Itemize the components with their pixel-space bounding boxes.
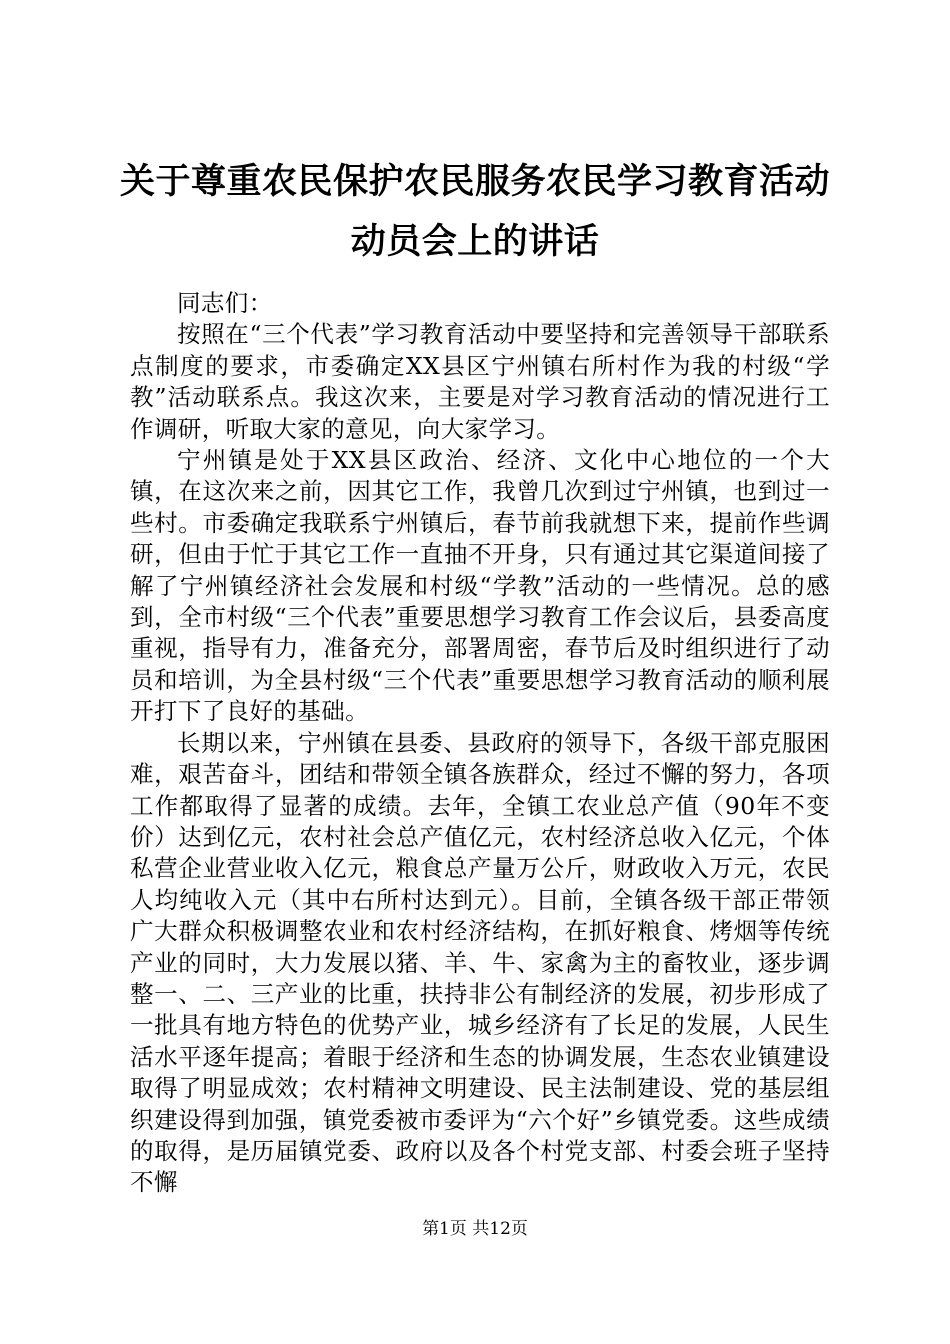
document-body: [130, 288, 830, 1199]
paragraph: 宁州镇是处于XX县区政治、经济、文化中心地位的一个大镇，在这次来之前，因其它工作，我曾几次到过宁州镇，也到过一些村。市委确定我联系宁州镇后，春节前我就想下来，提前作些调研，但由于忙于其它工作一直抽不开身，只有通过其它渠道间接了解了宁州镇经济社会发展和村级“学教”活动的一些情况。总的感到，全市村级“三个代表”重要思想学习教育工作会议后，县委高度重视，指导有力，准备充分，部署周密，春节后及时组织进行了动员和培训，为全县村级“三个代表”重要思想学习教育活动的顺利展开打下了良好的基础。: [130, 446, 830, 726]
document-title-line-2: 动员会上的讲话: [350, 221, 600, 262]
paragraph-salutation: 同志们：: [177, 289, 273, 317]
document-title-line-1: 关于尊重农民保护农民服务农民学习教育活动: [119, 161, 830, 202]
paragraph: 长期以来，宁州镇在县委、县政府的领导下，各级干部克服困难，艰苦奋斗，团结和带领全镇各族群众，经过不懈的努力，各项工作都取得了显著的成绩。去年，全镇工农业总产值（90年不变价）达到亿元，农村社会总产值亿元，农村经济总收入亿元，个体私营企业营业收入亿元，粮食总产量万公斤，财政收入万元，农民人均纯收入元（其中右所村达到元）。目前，全镇各级干部正带领广大群众积极调整农业和农村经济结构，在抓好粮食、烤烟等传统产业的同时，大力发展以猪、羊、牛、家禽为主的畜牧业，逐步调整一、二、三产业的比重，扶持非公有制经济的发展，初步形成了一批具有地方特色的优势产业，城乡经济有了长足的发展，人民生活水平逐年提高；着眼于经济和生态的协调发展，生态农业镇建设取得了明显成效；农村精神文明建设、民主法制建设、党的基层组织建设得到加强，镇党委被市委评为“六个好”乡镇党委。这些成绩的取得，是历届镇党委、政府以及各个村党支部、村委会班子坚持不懈: [130, 728, 830, 1197]
paragraph: 按照在“三个代表”学习教育活动中要坚持和完善领导干部联系点制度的要求，市委确定XX县区宁州镇右所村作为我的村级“学教”活动联系点。我这次来，主要是对学习教育活动的情况进行工作调研，听取大家的意见，向大家学习。: [130, 320, 830, 443]
page-number-footer: 第1页 共12页: [422, 1219, 528, 1239]
